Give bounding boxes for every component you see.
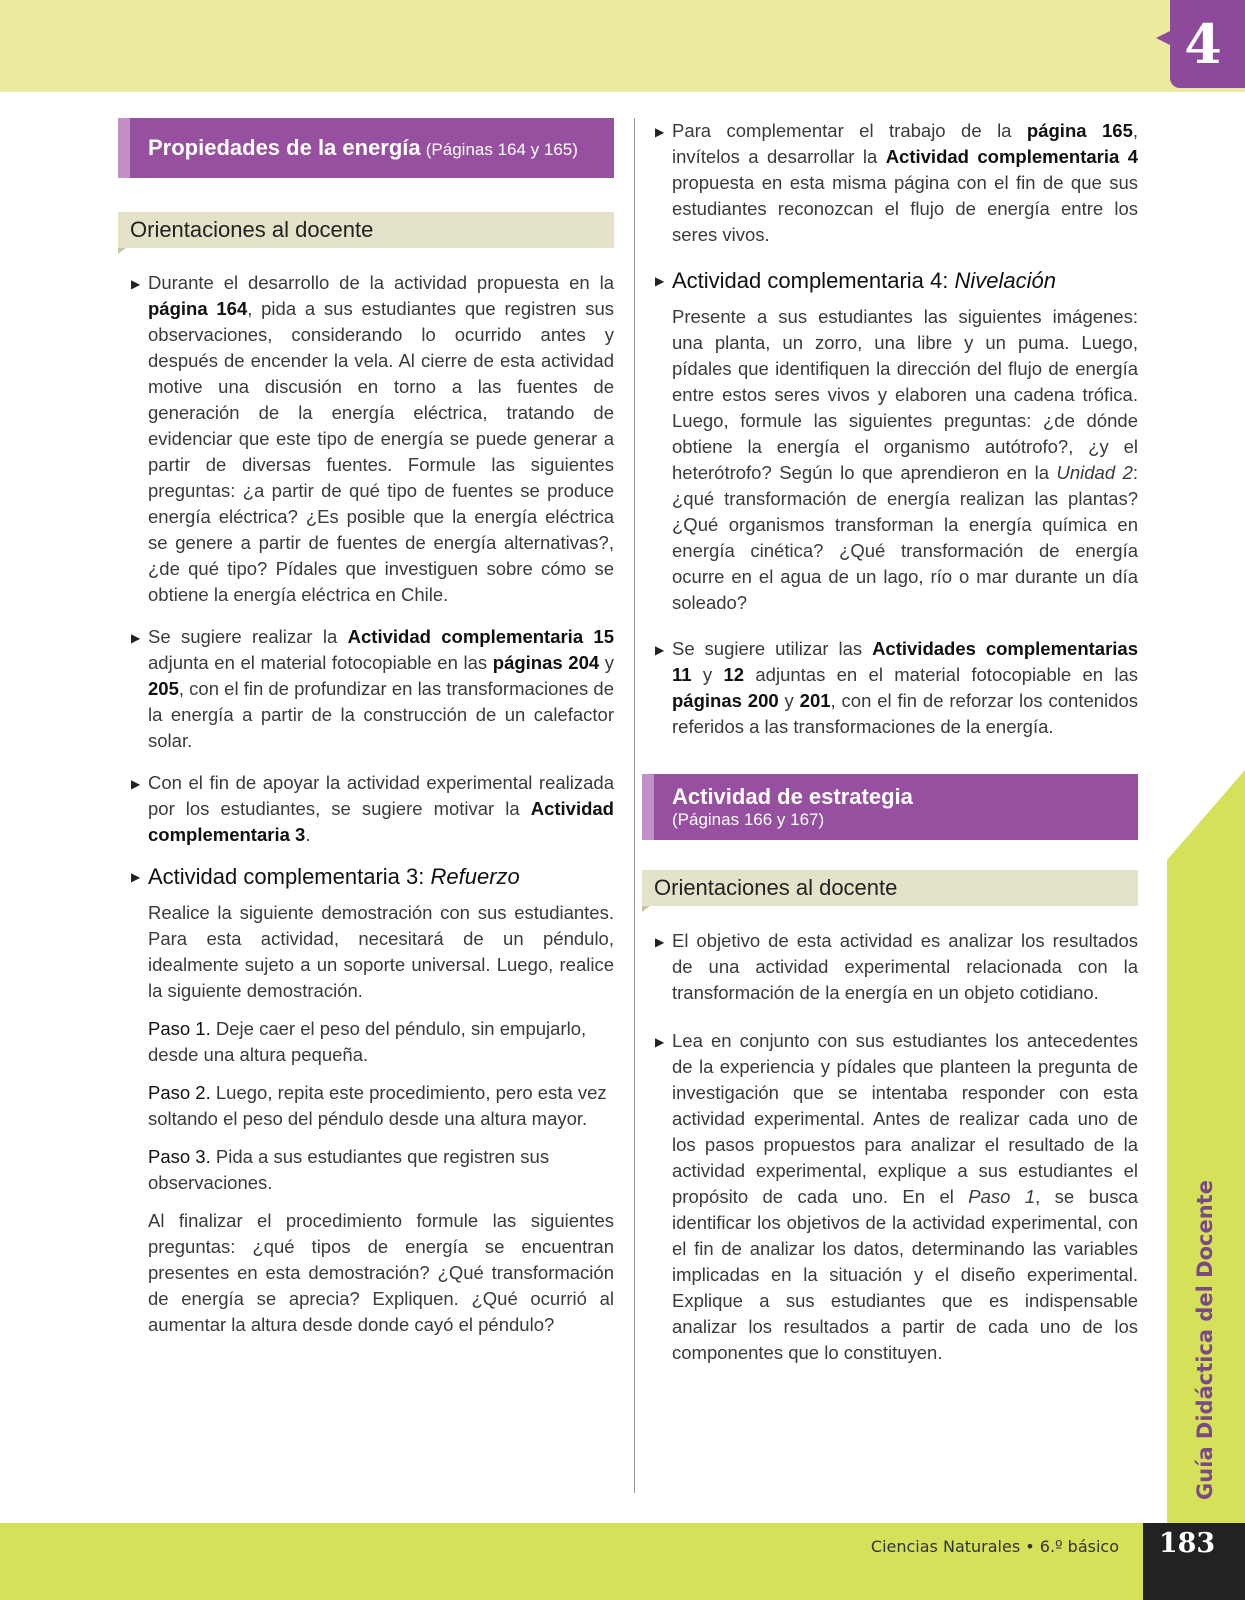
bullet-item [642,928,1138,1006]
sidebar-title: Guía Didáctica del Docente [1193,1180,1217,1500]
text-span: , pida a sus estudiantes que registren sus observaciones, considerando lo ocurrido antes y después de encender la vela. Al cierre de esta actividad motive una discusión en torno a las fuentes de generación de la energía eléctrica, tratando de evidenciar que este tipo de energía se puede generar a partir de diversas fuentes. Formule las siguientes preguntas: ¿a partir de qué tipo de fuentes se produce energía eléctrica? ¿Es posible que la energía eléctrica se genere a partir de fuentes de energía alternativas?, ¿de qué tipo? Pídales que investiguen sobre cómo se obtiene la energía eléctrica en Chile. [148,298,614,605]
step-text: Pida a sus estudiantes que registren sus observaciones. [148,1146,550,1193]
text-span: Se sugiere utilizar las [672,638,863,659]
bold-span: Actividad complementaria 4 [885,146,1138,167]
bullet-marker-icon: ▶ [131,631,141,645]
text-span: Durante el desarrollo de la actividad propuesta en la [148,272,614,293]
right-column [642,118,1138,1382]
footer-book-title: Ciencias Naturales • 6.º básico [870,1537,1119,1556]
activity-type: Refuerzo [430,864,520,889]
activity-intro: Realice la siguiente demostración con sus estudiantes. Para esta actividad, necesitará de un péndulo, idealmente sujeto a un soporte universal. Luego, realice la siguiente demostración. [148,902,614,1001]
bold-span: 201 [799,690,831,711]
text-span: Con el fin de apoyar la actividad experimental realizada por los estudiantes, se sugiere motivar la [148,772,614,819]
text-span: y [784,690,794,711]
text-span: Se sugiere realizar la [148,626,338,647]
text-span: El objetivo de esta actividad es analizar los resultados de una actividad experimental relacionada con la transformación de la energía en un objeto cotidiano. [672,930,1138,1003]
section-title: Propiedades de la energía [148,135,421,160]
bullet-marker-icon: ▶ [131,870,141,884]
bold-span: Actividad complementaria 3 [148,798,614,845]
section-title: Actividad de estrategia [672,784,913,809]
italic-span: Paso 1 [968,1186,1036,1207]
text-span: . [305,824,311,845]
column-divider [634,118,635,1493]
section-pages: (Páginas 164 y 165) [425,140,578,159]
text-span: y [702,664,713,685]
bullet-item [642,1028,1138,1366]
bold-span: 205 [148,678,179,699]
bullet-item [118,770,614,848]
text-span: , con el fin de reforzar los contenidos referidos a las transformaciones de la energía. [672,690,1138,737]
bullet-marker-icon: ▶ [655,125,665,139]
bold-span: páginas 200 [672,690,779,711]
bold-span: Actividad complementaria 15 [347,626,615,647]
bold-span: 12 [723,664,745,685]
section-header [118,118,614,178]
top-band [0,0,1245,92]
bold-span: página 165 [1026,120,1133,141]
bottom-band [0,1523,1245,1600]
activity-title: Actividad complementaria 4: [672,268,949,293]
text-span: Para complementar el trabajo de la [672,120,1012,141]
text-span: , invítelos a desarrollar la [672,120,1138,167]
activity-step [148,1080,614,1132]
step-label: Paso 2. [148,1082,211,1103]
bullet-marker-icon: ▶ [655,643,665,657]
activity-body [642,304,1138,616]
sub-header: Orientaciones al docente [642,870,1138,906]
section-pages: (Páginas 166 y 167) [672,810,825,829]
page-number: 183 [1158,1528,1216,1559]
text-span: adjunta en el material fotocopiable en las [148,652,488,673]
bullet-item [118,270,614,608]
sub-header: Orientaciones al docente [118,212,614,248]
bullet-marker-icon: ▶ [655,274,665,288]
activity-heading [118,864,614,890]
bullet-item [642,118,1138,248]
activity-type: Nivelación [954,268,1056,293]
activity-body [118,900,614,1338]
bullet-marker-icon: ▶ [655,935,665,949]
activity-step [148,1144,614,1196]
bullet-marker-icon: ▶ [131,777,141,791]
text-span: adjuntas en el material fotocopiable en las [755,664,1139,685]
activity-title: Actividad complementaria 3: [148,864,425,889]
italic-span: Unidad 2 [1056,462,1133,483]
activity-closing: Al finalizar el procedimiento formule las siguientes preguntas: ¿qué tipos de energía se encuentran presentes en esta demostración? ¿Qué transformación de energía se aprecia? Expliquen. ¿Qué ocurrió al aumentar la altura desde donde cayó el péndulo? [148,1210,614,1335]
bold-span: páginas 204 [492,652,600,673]
step-label: Paso 1. [148,1018,211,1039]
left-column [118,118,614,1348]
activity-step [148,1016,614,1068]
text-span: : ¿qué transformación de energía realizan las plantas? ¿Qué organismos transforman la energía química en energía cinética? ¿Qué transformación de energía ocurre en el agua de un lago, río o mar durante un día soleado? [672,462,1138,613]
activity-heading [642,268,1138,294]
bold-span: Actividades complementarias 11 [672,638,1138,685]
step-label: Paso 3. [148,1146,211,1167]
bold-span: página 164 [148,298,248,319]
text-span: Lea en conjunto con sus estudiantes los antecedentes de la experiencia y pídales que planteen la pregunta de investigación que se intentaba responder con esta actividad experimental. Antes de realizar cada uno de los pasos propuestos para analizar el resultado de la actividad experimental, explique a sus estudiantes el propósito de cada uno. En el [672,1030,1138,1207]
section-heading [148,135,600,161]
unit-number: 4 [1184,12,1222,76]
text-span: , se busca identificar los objetivos de la actividad experimental, con el fin de analizar los datos, determinando las variables implicadas en la situación y el diseño experimental. Explique a sus estudiantes que es indispensable analizar los resultados a partir de cada uno de los componentes que lo constituyen. [672,1186,1138,1363]
bullet-marker-icon: ▶ [655,1035,665,1049]
step-text: Deje caer el peso del péndulo, sin empujarlo, desde una altura pequeña. [148,1018,587,1065]
text-span: propuesta en esta misma página con el fin de que sus estudiantes reconozcan el flujo de energía entre los seres vivos. [672,172,1138,245]
bullet-marker-icon: ▶ [131,277,141,291]
step-text: Luego, repita este procedimiento, pero esta vez soltando el peso del péndulo desde una altura mayor. [148,1082,607,1129]
text-span: Presente a sus estudiantes las siguientes imágenes: una planta, un zorro, una libre y un puma. Luego, pídales que identifiquen la dirección del flujo de energía entre estos seres vivos y elaboren una cadena trófica. Luego, formule las siguientes preguntas: ¿de dónde obtiene la energía el organismo autótrofo?, ¿y el heterótrofo? Según lo que aprendieron en la [672,306,1138,483]
bullet-item [118,624,614,754]
bullet-item [642,636,1138,740]
text-span: , con el fin de profundizar en las transformaciones de la energía a partir de la construcción de un calefactor solar. [148,678,614,751]
text-span: y [604,652,615,673]
section-header [642,774,1138,840]
